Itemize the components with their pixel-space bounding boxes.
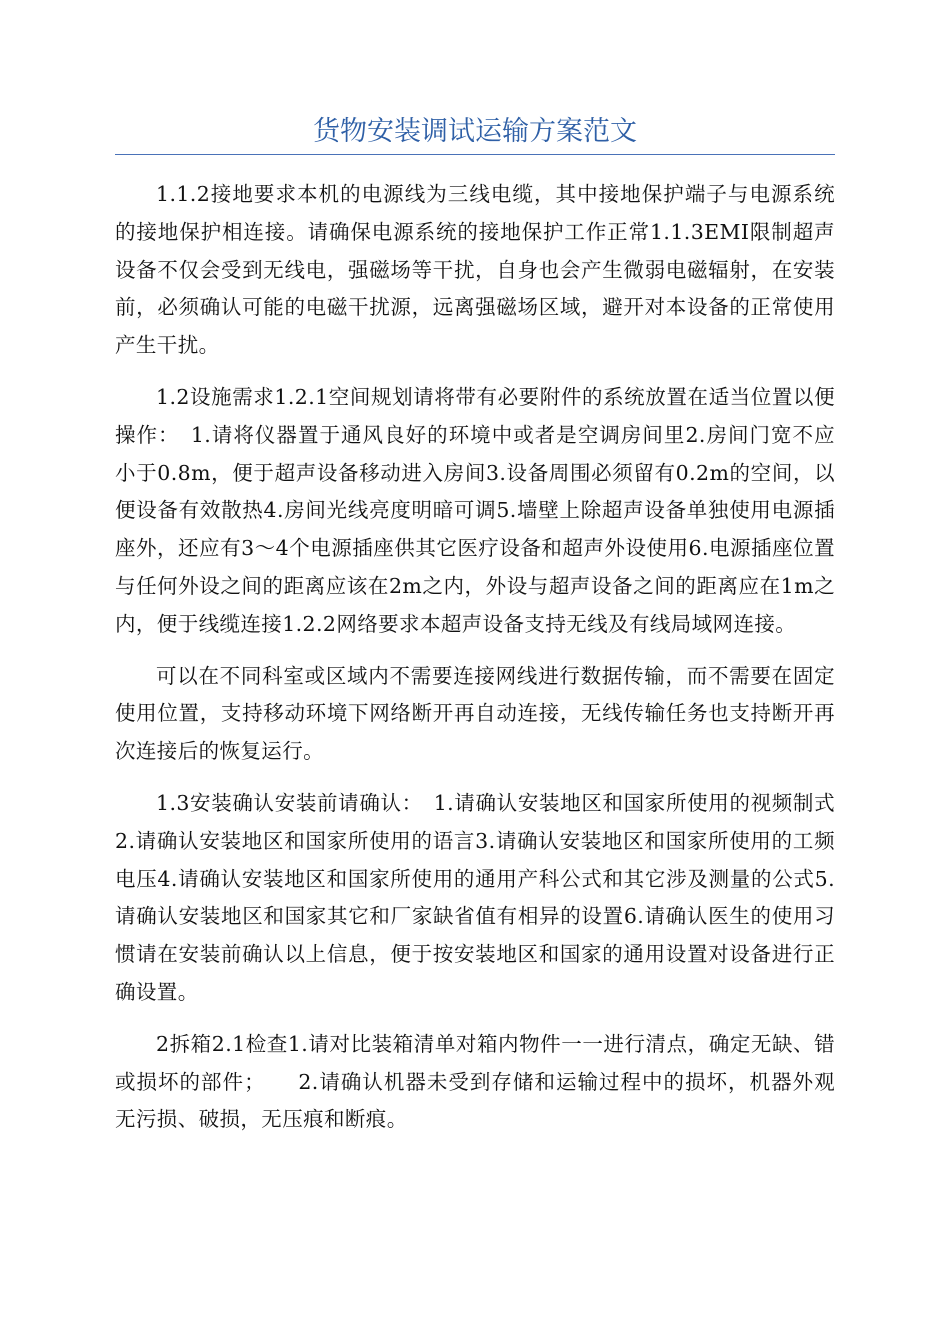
document-title: 货物安装调试运输方案范文 <box>313 116 637 147</box>
paragraph-unpacking: 2拆箱2.1检查1.请对比装箱清单对箱内物件一一进行清点，确定无缺、错或损坏的部件； 2.请确认机器未受到存储和运输过程中的损坏，机器外观无污损、破损，无压痕和断痕。 <box>115 1031 835 1132</box>
document-body <box>115 176 835 1153</box>
title-underline <box>115 154 835 155</box>
paragraph-wireless: 可以在不同科室或区域内不需要连接网线进行数据传输，而不需要在固定使用位置，支持移动环境下网络断开再自动连接，无线传输任务也支持断开再次连接后的恢复运行。 <box>115 663 835 764</box>
paragraph-grounding: 1.1.2接地要求本机的电源线为三线电缆，其中接地保护端子与电源系统的接地保护相连接。请确保电源系统的接地保护工作正常1.1.3EMI限制超声设备不仅会受到无线电，强磁场等干扰，自身也会产生微弱电磁辐射，在安装前，必须确认可能的电磁干扰源，远离强磁场区域，避开对本设备的正常使用产生干扰。 <box>115 182 835 358</box>
paragraph-facility-requirements: 1.2设施需求1.2.1空间规划请将带有必要附件的系统放置在适当位置以便操作： 1.请将仪器置于通风良好的环境中或者是空调房间里2.房间门宽不应小于0.8m，便于超声设备移动进入房间3.设备周围必须留有0.2m的空间，以便设备有效散热4.房间光线亮度明暗可调5.墙壁上除超声设备单独使用电源插座外，还应有3～4个电源插座供其它医疗设备和超声外设使用6.电源插座位置与任何外设之间的距离应该在2m之内，外设与超声设备之间的距离应在1m之内，便于线缆连接1.2.2网络要求本超声设备支持无线及有线局域网连接。 <box>115 384 835 636</box>
paragraph-installation-check: 1.3安装确认安装前请确认： 1.请确认安装地区和国家所使用的视频制式2.请确认安装地区和国家所使用的语言3.请确认安装地区和国家所使用的工频电压4.请确认安装地区和国家所使用的通用产科公式和其它涉及测量的公式5.请确认安装地区和国家其它和厂家缺省值有相异的设置6.请确认医生的使用习惯请在安装前确认以上信息，便于按安装地区和国家的通用设置对设备进行正确设置。 <box>115 790 835 1004</box>
